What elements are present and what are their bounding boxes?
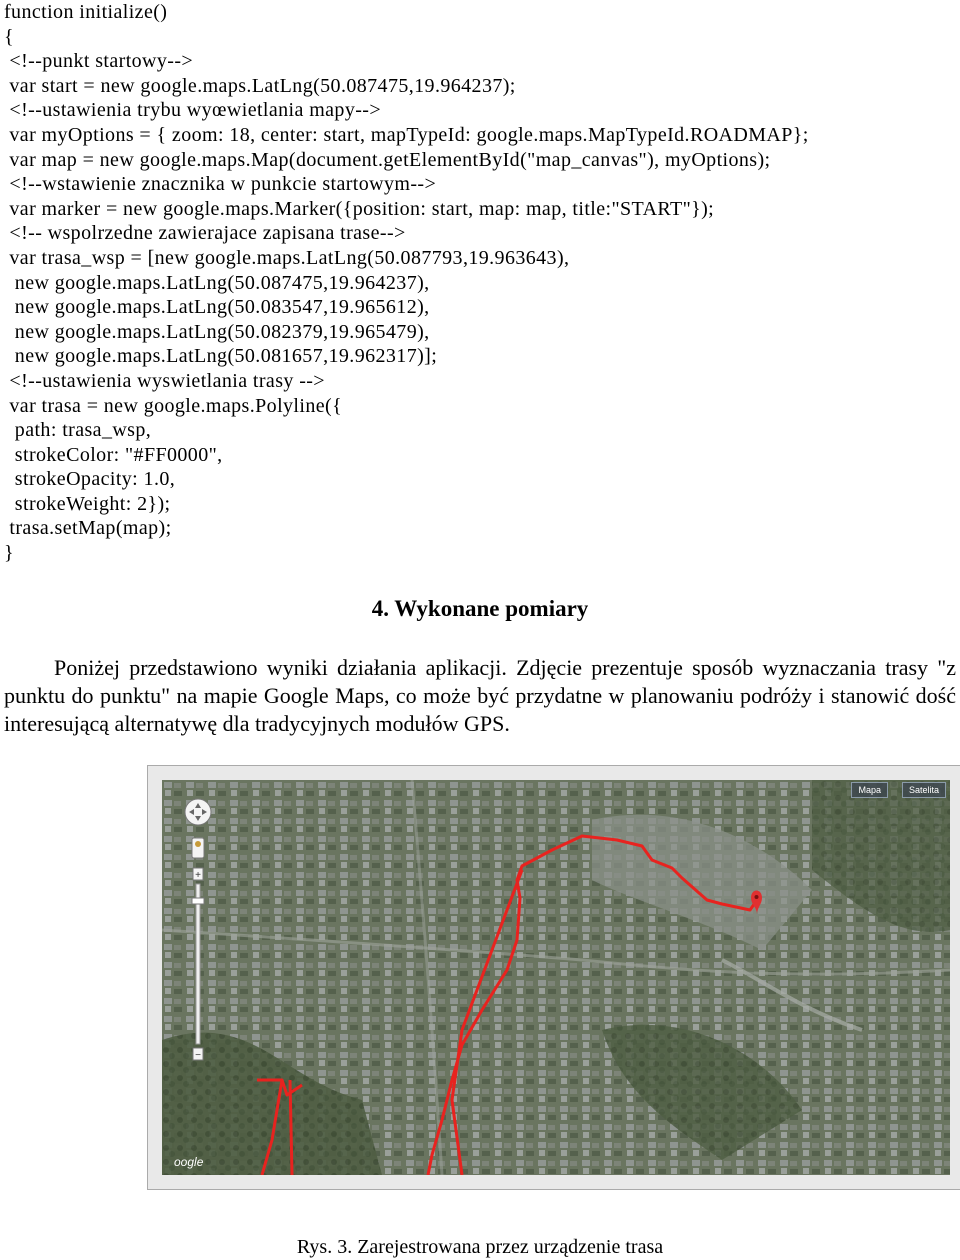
satellite-type-button[interactable]: Satelita xyxy=(902,782,946,798)
code-line: var trasa = new google.maps.Polyline({ xyxy=(4,394,343,417)
code-line: <!--wstawienie znacznika w punkcie startowym--> xyxy=(4,173,437,196)
code-line: strokeOpacity: 1.0, xyxy=(4,468,176,491)
code-line: strokeWeight: 2}); xyxy=(4,492,171,515)
map-canvas xyxy=(162,780,950,1175)
paragraph-text: Poniżej przedstawiono wyniki działania aplikacji. Zdjęcie prezentuje sposób wyznaczania trasy "z punktu do punktu" na mapie Google Maps, co może być przydatne w planowaniu podróży i stanowić dość interesującą alternatywę dla tradycyjnych modułów GPS. xyxy=(4,655,956,736)
code-line: strokeColor: "#FF0000", xyxy=(4,443,223,466)
figure-caption: Rys. 3. Zarejestrowana przez urządzenie trasa xyxy=(296,1236,664,1258)
code-line: var trasa_wsp = [new google.maps.LatLng(50.087793,19.963643), xyxy=(4,246,570,269)
code-line: <!--ustawienia trybu wyœwietlania mapy--> xyxy=(4,99,382,122)
map-type-button[interactable]: Mapa xyxy=(851,782,888,798)
code-line: <!--ustawienia wyswietlania trasy --> xyxy=(4,369,325,392)
code-line: new google.maps.LatLng(50.087475,19.964237), xyxy=(4,271,430,294)
code-line: } xyxy=(4,542,14,565)
code-line: <!--punkt startowy--> xyxy=(4,50,194,73)
body-paragraph xyxy=(4,654,956,738)
code-line: var start = new google.maps.LatLng(50.087475,19.964237); xyxy=(4,74,516,97)
section-heading: 4. Wykonane pomiary xyxy=(371,596,589,621)
code-line: new google.maps.LatLng(50.082379,19.965479), xyxy=(4,320,430,343)
svg-text:+: + xyxy=(195,870,201,881)
google-watermark: oogle xyxy=(174,1155,204,1169)
map-figure xyxy=(147,765,960,1190)
code-line: <!-- wspolrzedne zawierajace zapisana trase--> xyxy=(4,222,406,245)
code-listing xyxy=(4,0,809,566)
code-line: new google.maps.LatLng(50.081657,19.962317)]; xyxy=(4,345,438,368)
code-line: var myOptions = { zoom: 18, center: start, mapTypeId: google.maps.MapTypeId.ROADMAP}; xyxy=(4,123,809,146)
code-line: var marker = new google.maps.Marker({position: start, map: map, title:"START"}); xyxy=(4,197,715,220)
satellite-map[interactable] xyxy=(162,780,950,1175)
code-line: function initialize() xyxy=(4,1,168,23)
code-line: path: trasa_wsp, xyxy=(4,419,152,442)
code-line: var map = new google.maps.Map(document.getElementById("map_canvas"), myOptions); xyxy=(4,148,771,171)
code-line: trasa.setMap(map); xyxy=(4,517,172,540)
svg-text:−: − xyxy=(195,1050,201,1061)
code-line: { xyxy=(4,25,14,48)
code-line: new google.maps.LatLng(50.083547,19.965612), xyxy=(4,296,430,319)
